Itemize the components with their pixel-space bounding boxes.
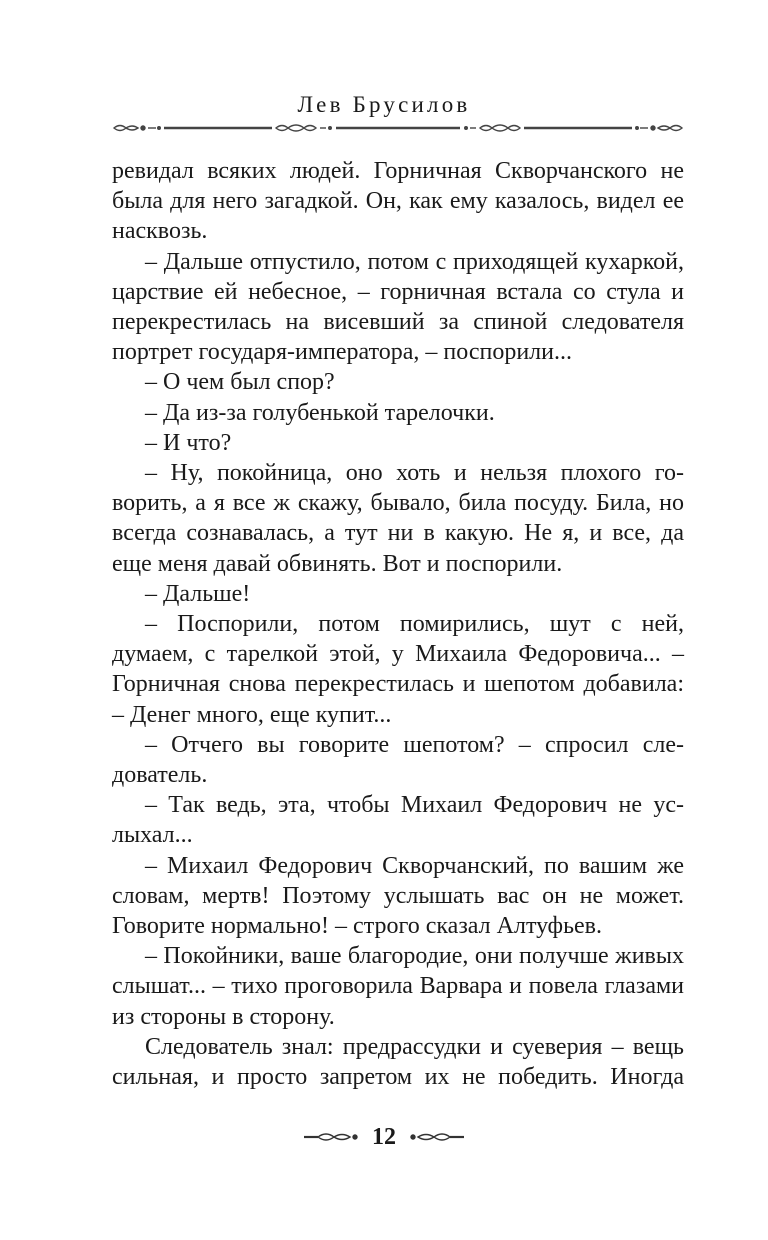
ornamental-rule-icon (112, 120, 684, 136)
paragraph: Следователь знал: предрассудки и суеверия – вещь сильная, и просто запретом их не победить. Иногда (112, 1033, 684, 1091)
paragraph: – О чем был спор? (145, 369, 335, 396)
body-text (112, 156, 684, 1092)
paragraph: – Поспорили, потом помирились, шут с ней, думаем, с тарелкой этой, у Михаила Федоровича... – Горничная снова перекрестилась и шепотом добавила: – Денег много, еще купит... (112, 611, 684, 728)
paragraph: – Так ведь, эта, чтобы Михаил Федорович не услыхал... (112, 792, 684, 849)
paragraph: – Дальше! (145, 580, 251, 607)
paragraph: – Покойники, ваше благородие, они получше живых слышат... – тихо проговорила Варвара и повела глазами из стороны в сторону. (112, 943, 684, 1030)
paragraph: – Дальше отпустило, потом с приходящей кухаркой, царствие ей небесное, – горничная встала со стула и перекрестилась на висевший за спиной следователя портрет государя-императора, – поспорили... (112, 248, 684, 366)
running-head: Лев Брусилов (297, 92, 471, 117)
paragraph: – И что? (145, 429, 232, 456)
footer-flourish-left-icon (302, 1130, 362, 1144)
footer-flourish-right-icon (406, 1130, 466, 1144)
paragraph: – Михаил Федорович Скворчанский, по вашим же словам, мертв! Поэтому услышать вас он не может. Говорите нормально! – строго сказал Алтуфьев. (112, 852, 684, 940)
page-number: 12 (372, 1124, 396, 1150)
paragraph: – Да из-за голубенькой тарелочки. (145, 399, 495, 426)
page-footer (0, 1120, 768, 1154)
paragraph: – Отчего вы говорите шепотом? – спросил следователь. (112, 731, 684, 789)
paragraph: ревидал всяких людей. Горничная Скворчанского не была для него загадкой. Он, как ему казалось, видел ее насквозь. (112, 158, 684, 245)
paragraph: – Ну, покойница, оно хоть и нельзя плохого говорить, а я все ж скажу, бывало, била посуду. Била, но всегда сознавалась, а тут ни в какую. Не я, и все, да еще меня давай обвинять. Вот и поспорили. (112, 460, 684, 577)
